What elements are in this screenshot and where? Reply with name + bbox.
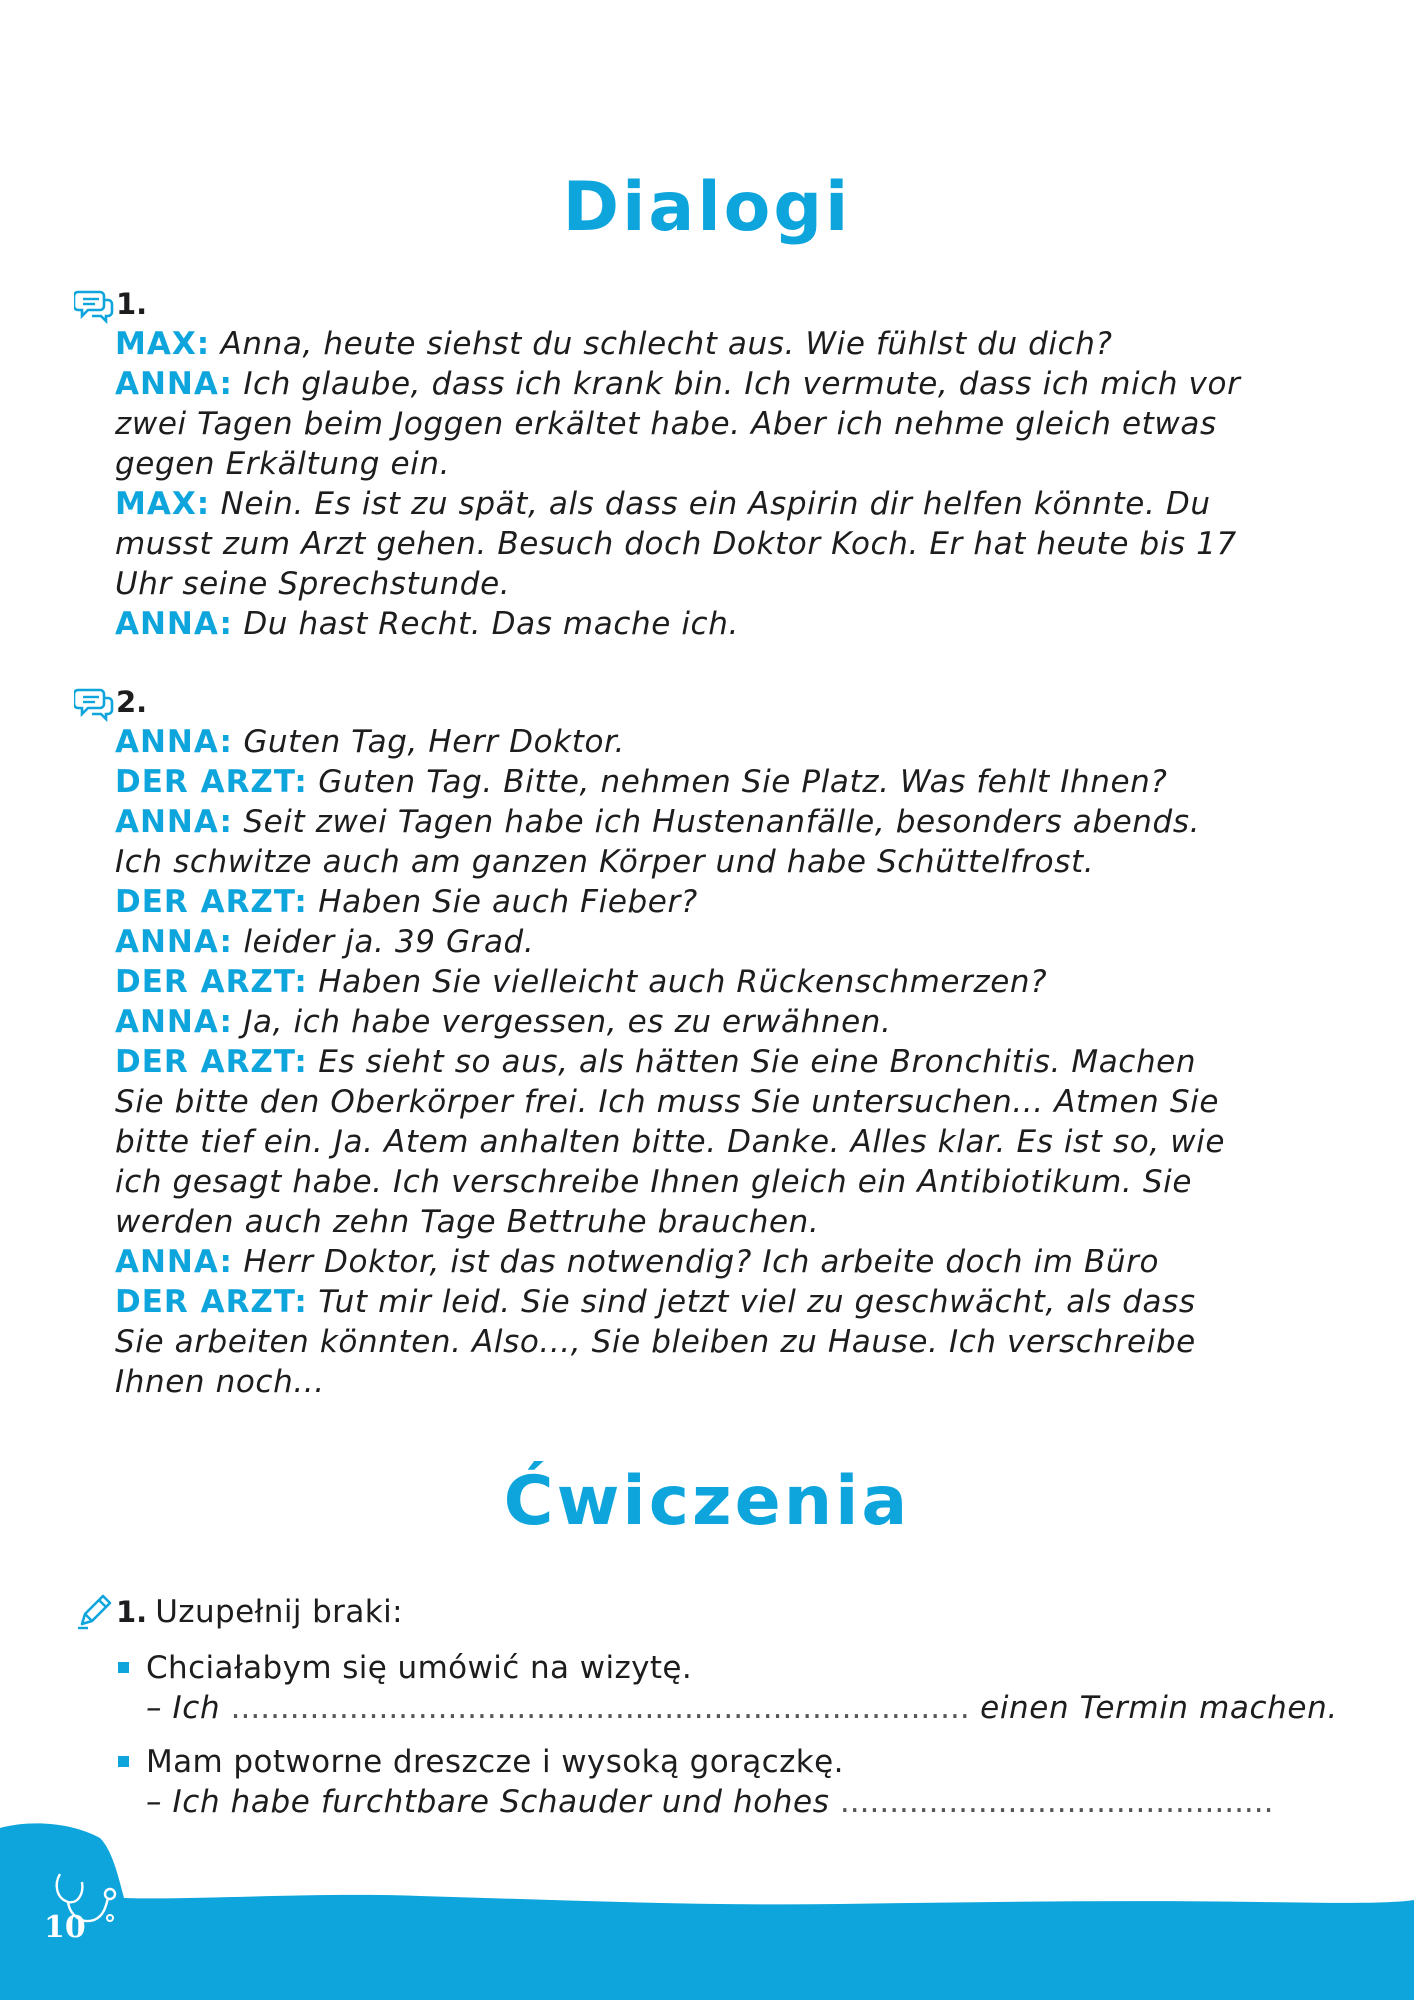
german-prefix: – Ich habe furchtbare Schauder und hohes — [146, 1784, 840, 1820]
dialog-text: musst zum Arzt gehen. Besuch doch Doktor Koch. Er hat heute bis 17 — [115, 526, 1237, 562]
dialog-1 — [74, 284, 1364, 644]
dialog-line — [115, 604, 1364, 644]
exercise-item — [118, 1648, 1364, 1728]
german-sentence — [146, 1688, 1364, 1728]
dialog-line — [115, 564, 1364, 604]
dialog-line — [115, 1242, 1364, 1282]
dialog-line — [115, 1362, 1364, 1402]
speaker-name: ANNA: — [115, 1244, 233, 1280]
dialog-number: 2. — [116, 685, 148, 719]
exercise-instruction: Uzupełnij braki: — [155, 1594, 403, 1630]
speaker-name: ANNA: — [115, 724, 233, 760]
speaker-name: ANNA: — [115, 606, 233, 642]
pencil-icon — [74, 1592, 114, 1632]
dialog-line — [115, 1282, 1364, 1322]
dialog-text: werden auch zehn Tage Bettruhe brauchen. — [115, 1204, 820, 1240]
dialog-text: Ich glaube, dass ich krank bin. Ich vermute, dass ich mich vor — [232, 366, 1241, 402]
dialog-text: leider ja. 39 Grad. — [232, 924, 535, 960]
dialog-text: Ihnen noch... — [115, 1364, 325, 1400]
speaker-name: ANNA: — [115, 804, 233, 840]
dialog-text: Seit zwei Tagen habe ich Hustenanfälle, besonders abends. — [232, 804, 1201, 840]
speech-bubbles-icon — [74, 682, 114, 722]
speaker-name: DER ARZT: — [115, 964, 308, 1000]
dialog-text: Anna, heute siehst du schlecht aus. Wie fühlst du dich? — [210, 326, 1113, 362]
dialog-line — [115, 324, 1364, 364]
answer-blank[interactable]: ............................................ — [839, 1784, 1274, 1820]
dialog-line — [115, 364, 1364, 404]
dialog-line — [115, 484, 1364, 524]
footer-wave — [0, 1820, 1414, 2000]
dialog-line — [115, 1322, 1364, 1362]
polish-sentence: Chciałabym się umówić na wizytę. — [146, 1650, 693, 1686]
bullet-square-icon — [118, 1662, 129, 1673]
exercise-1 — [74, 1588, 1364, 1822]
dialog-line — [115, 1162, 1364, 1202]
dialog-line — [115, 922, 1364, 962]
dialog-line — [115, 444, 1364, 484]
dialog-line — [115, 802, 1364, 842]
dialog-text: Du hast Recht. Das mache ich. — [232, 606, 739, 642]
dialog-text: gegen Erkältung ein. — [115, 446, 451, 482]
dialog-text: Guten Tag, Herr Doktor. — [232, 724, 625, 760]
german-prefix: – Ich — [146, 1690, 231, 1726]
dialog-text: Uhr seine Sprechstunde. — [115, 566, 511, 602]
german-suffix: einen Termin machen. — [969, 1690, 1338, 1726]
dialog-line — [115, 842, 1364, 882]
dialog-text: Sie arbeiten könnten. Also..., Sie bleiben zu Hause. Ich verschreibe — [115, 1324, 1196, 1360]
exercise-item — [118, 1742, 1364, 1822]
speaker-name: MAX: — [115, 486, 211, 522]
speaker-name: MAX: — [115, 326, 211, 362]
dialog-line — [115, 404, 1364, 444]
speaker-name: DER ARZT: — [115, 1044, 308, 1080]
dialog-header — [74, 284, 1364, 324]
dialog-line — [115, 722, 1364, 762]
dialog-line — [115, 1202, 1364, 1242]
page-number: 10 — [44, 1910, 86, 1945]
dialogi-title: Dialogi — [562, 168, 852, 247]
polish-sentence: Mam potworne dreszcze i wysoką gorączkę. — [146, 1744, 844, 1780]
dialog-line — [115, 1082, 1364, 1122]
dialog-text: Herr Doktor, ist das notwendig? Ich arbeite doch im Büro — [232, 1244, 1160, 1280]
dialog-text: Haben Sie vielleicht auch Rückenschmerzen? — [307, 964, 1048, 1000]
dialog-text: Haben Sie auch Fieber? — [307, 884, 698, 920]
dialog-text: zwei Tagen beim Joggen erkältet habe. Aber ich nehme gleich etwas — [115, 406, 1217, 442]
dialog-text: Sie bitte den Oberkörper frei. Ich muss Sie untersuchen... Atmen Sie — [115, 1084, 1220, 1120]
answer-blank[interactable]: ........................................................................... — [230, 1690, 970, 1726]
dialog-text: Es sieht so aus, als hätten Sie eine Bronchitis. Machen — [307, 1044, 1197, 1080]
dialog-text: Ich schwitze auch am ganzen Körper und habe Schüttelfrost. — [115, 844, 1095, 880]
cwiczenia-title: Ćwiczenia — [503, 1462, 911, 1541]
dialog-text: Ja, ich habe vergessen, es zu erwähnen. — [232, 1004, 892, 1040]
dialog-text: Nein. Es ist zu spät, als dass ein Aspirin dir helfen könnte. Du — [210, 486, 1211, 522]
dialog-text: ich gesagt habe. Ich verschreibe Ihnen gleich ein Antibiotikum. Sie — [115, 1164, 1193, 1200]
dialog-lines — [115, 722, 1364, 1402]
speaker-name: ANNA: — [115, 366, 233, 402]
speech-bubbles-icon — [74, 284, 114, 324]
exercise-number: 1. — [116, 1595, 148, 1629]
speaker-name: DER ARZT: — [115, 884, 308, 920]
dialog-text: Tut mir leid. Sie sind jetzt viel zu geschwächt, als dass — [307, 1284, 1196, 1320]
dialog-line — [115, 882, 1364, 922]
dialog-text: bitte tief ein. Ja. Atem anhalten bitte. Danke. Alles klar. Es ist so, wie — [115, 1124, 1226, 1160]
dialog-line — [115, 1122, 1364, 1162]
bullet-square-icon — [118, 1756, 129, 1767]
dialog-line — [115, 1042, 1364, 1082]
dialog-line — [115, 1002, 1364, 1042]
dialog-text: Guten Tag. Bitte, nehmen Sie Platz. Was fehlt Ihnen? — [307, 764, 1168, 800]
dialog-line — [115, 962, 1364, 1002]
dialog-number: 1. — [116, 287, 148, 321]
speaker-name: ANNA: — [115, 924, 233, 960]
speaker-name: ANNA: — [115, 1004, 233, 1040]
dialog-line — [115, 762, 1364, 802]
dialog-lines — [115, 324, 1364, 644]
dialog-header — [74, 682, 1364, 722]
dialog-2 — [74, 682, 1364, 1402]
dialog-line — [115, 524, 1364, 564]
german-sentence — [146, 1782, 1364, 1822]
exercise-header — [74, 1588, 1364, 1636]
speaker-name: DER ARZT: — [115, 764, 308, 800]
speaker-name: DER ARZT: — [115, 1284, 308, 1320]
